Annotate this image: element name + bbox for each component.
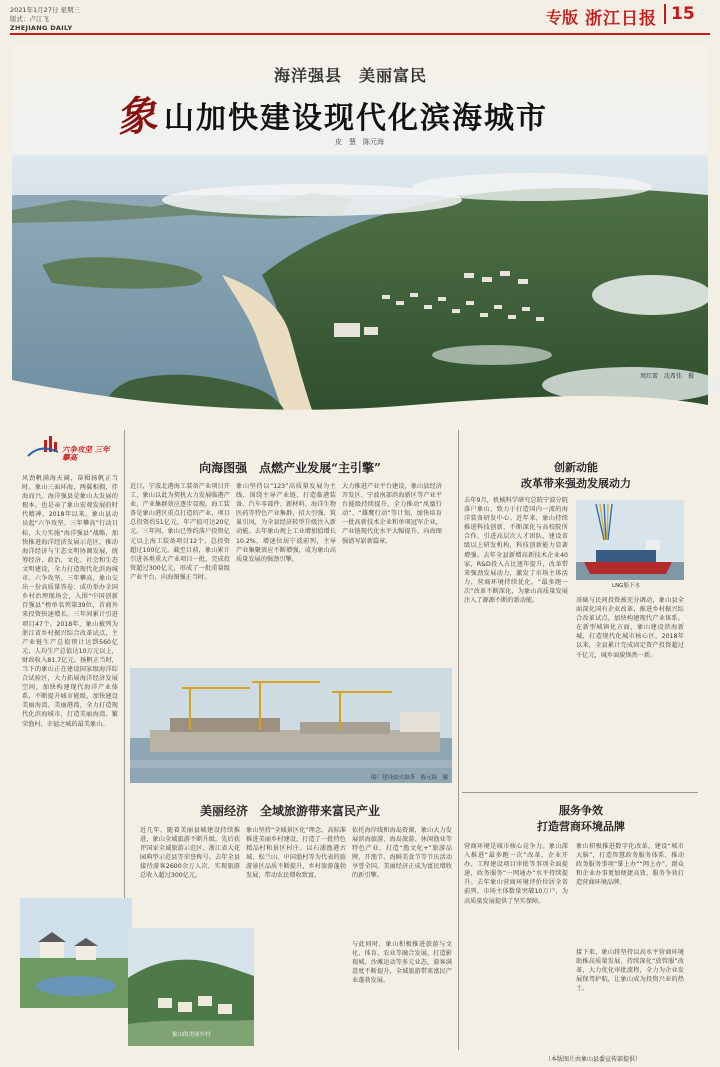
village-illustration-2 (128, 928, 254, 1046)
column-divider-right (458, 430, 459, 1050)
masthead (0, 0, 720, 38)
shipyard-caption: 船厂建设如火如荼 陈元海 摄 (370, 775, 448, 781)
lng-caption: LNG船下水 (612, 583, 640, 589)
page-number: 15 (664, 4, 695, 24)
industry-text-2: 象山坚持以“123”高质量发展为主线，围绕主导产业链，打造临港装备、汽车零部件、新材料、海洋生物医药等特色产业集群，招大引强、筑巢引凤，为全县经济转型升级注入新动能。去年象山规上工业增加值增长10.2%，增速位居宁波前列，主导产业集聚效应不断增强，成为象山高质量发展的强劲引擎。 (236, 483, 336, 563)
innovation-column-1 (464, 496, 568, 786)
section-title-innovation-b: 改革带来强劲发展动力 (521, 477, 631, 490)
byline: 皮 慧 陈元海 (335, 138, 384, 146)
industry-text-3: 大力推进产业平台建设，象山县经济开发区、宁波南部滨海新区等产业平台能级持续提升，全力推动“凤凰行动”、“雄鹰行动”等计划，加快培育一批高新技术企业和单项冠军企业，产业链现代化水平大幅提升，向海图强谱写崭新篇章。 (342, 483, 442, 545)
service-column-2 (576, 842, 684, 946)
tourism-text-3: 依托海岸线和海岛资源，象山大力发展滨海旅游、海岛旅游、休闲渔业等特色产业，打造“渔文化+”旅游品牌，开渔节、海鲜美食节等节庆活动享誉全国，美丽经济正成为富民增收的新引擎。 (352, 827, 452, 880)
service-column-1 (464, 842, 568, 1050)
village-photo-2 (128, 928, 254, 1046)
section-title-service-a: 服务争效 (559, 804, 603, 817)
lng-ship-photo (576, 500, 684, 589)
tourism-column-4 (352, 940, 452, 1046)
village-illustration-1 (20, 898, 132, 1008)
industry-text-1: 近日，宁波北港海工装备产业项目开工，象山以此为契机大力发展临港产业，产业集群效应逐步显现。海工装备是象山港区重点打造的产业，项目总投资约51亿元，年产值可达20亿元。三年间，象山已签约落户投资亿元以上海工装备项目12个，总投资超过100亿元。截至目前，象山累计引进各类重大产业项目一批，完成投资超过300亿元，形成了一批重量级产业平台，向海图强正当时。 (130, 483, 230, 581)
tourism-column-2 (246, 826, 346, 1046)
lng-ship-illustration (576, 500, 684, 580)
issue-date: 2021年1月27日 星期三 (10, 6, 81, 14)
service-text-2: 象山积极推进数字化改革，建设“城市大脑”，打造智慧政务服务体系，推动政务服务事项“掌上办”“网上办”，群众和企业办事更加便捷高效，服务争效打造营商环境品牌。 (576, 843, 684, 887)
service-text-3: 接下来，象山将坚持以高水平营商环境助推高质量发展，持续深化“放管服”改革，大力优化审批流程，全力为企业发展保驾护航，让象山成为投资兴业的热土。 (576, 949, 684, 993)
service-text-1: 营商环境是城市核心竞争力。象山深入推进“最多跑一次”改革，企业开办、工程建设项目审批等事项全面提速，政务服务“一网通办”水平持续提升。去年象山营商环境评价位居全省前列，市场主体数量突破10万户，为高质量发展提供了坚实保障。 (464, 843, 568, 905)
industry-column-2 (236, 482, 336, 660)
coastline-aerial-photo (12, 155, 708, 410)
service-column-3 (576, 948, 684, 1050)
six-contests-logo (24, 432, 114, 460)
image-credit-footer: （本版图片由象山县委宣传部提供） (545, 1056, 642, 1063)
intro-column (22, 474, 118, 899)
column-divider (124, 430, 125, 900)
section-label: 专版 (546, 8, 579, 27)
tourism-text-4: 与此同时，象山积极推进旅游与文化、体育、农业等融合发展，打造影视城、沙滩运动等多元业态，游客满意度不断提升，全域旅游带来富民产业蓬勃发展。 (352, 941, 452, 985)
masthead-rule (10, 33, 710, 35)
intro-text: 风劲帆满海天阔，奋楫扬帆正当时。象山三面环海，两翼相拥，伴海而兴。海洋强县是象山大发展的根本。也是亲了象山宏观发展的时代精神。2018年以来，象山县动员起“六争攻坚、三年攀高”行动目标，大力实施“海洋强县”战略，加快推进海洋经济发展示范区，推动海洋经济与生态文明协调发展，统筹经济、政治、文化、社会和生态文明建设，全力打造现代化滨海城市。六争攻坚、三年攀高，象山交出一份高质量答卷：成功举办全国乡村治理现场会，入围“中国创新百强县”榜单名列第39位，首商外来投资快速增长，三年间累计引进项目47个。2018年，象山被列为浙江省乡村振兴综合改革试点，主产业链生产总值预计达到560亿元，人均生产总值达10万元以上，财政收入81.7亿元。扬帆正当时，当下的象山正在建设国家级海洋综合试验区，大力拓展海洋经济发展空间，加快构建现代海洋产业体系，不断提升城市能级，加快建设美丽海湾、美丽港湾，全力打造现代化滨海城市，打造美丽海湾、繁荣渔村、幸福之城的最美象山。 (22, 475, 118, 728)
edition-editor: 版式：卢江飞 (10, 15, 49, 23)
paper-logo: 浙江日报 (585, 9, 657, 29)
village-caption: 象山的美丽乡村 (172, 1032, 211, 1038)
tourism-column-3 (352, 826, 452, 936)
section-title-industry: 向海图强 点燃产业发展“主引擎” (199, 461, 381, 475)
section-title-service-b: 打造营商环境品牌 (537, 820, 625, 833)
industry-column-3 (342, 482, 442, 660)
innovation-text-2: 基础与民间投资被充分调动，象山县全面深化国有企业改革，推进乡村振兴综合改革试点，加快构建现代产业体系。在新型城镇化方面，象山建设滨海新城，打造现代化城市核心区。2018年以来，全县累计完成固定资产投资超过千亿元，城乡面貌焕然一新。 (576, 597, 684, 659)
logo-text: 六争攻坚 三年攀高 (62, 445, 110, 462)
headline-area (12, 45, 708, 155)
tourism-text-1: 近几年，随着美丽县城建设持续推进，象山全域旅游不断升级，先后获评国家全域旅游示范区、浙江省大花园典型示范县等荣誉称号。去年全县接待游客2600余万人次，实现旅游总收入超过300亿元。 (140, 827, 240, 880)
paper-english-name: ZHEJIANG DAILY (10, 24, 73, 32)
shipyard-illustration (130, 668, 452, 783)
coastline-illustration (12, 155, 708, 410)
innovation-column-2 (576, 596, 684, 786)
village-photo-1 (20, 898, 132, 1008)
headline-lead-character: 象 (113, 90, 160, 143)
section-title-tourism: 美丽经济 全域旅游带来富民产业 (199, 804, 380, 818)
section-divider (462, 792, 698, 793)
logo-emblem-icon (24, 432, 60, 460)
headline-kicker: 海洋强县 美丽富民 (274, 66, 428, 85)
shipyard-photo (130, 668, 452, 783)
industry-column-1 (130, 482, 230, 660)
section-title-innovation-a: 创新动能 (554, 461, 598, 474)
headline-main: 山加快建设现代化滨海城市 (164, 101, 548, 136)
innovation-text-1: 去年9月，机械科学研究总院宁波分院落户象山，致力于打造国内一流的海洋装备研发中心。近年来，象山持续推进科技创新，不断深化与高校院所合作，引进高层次人才团队，建设省级以上研发机构，科技创新能力显著增强。去年全县新增高新技术企业40家，R&D投入占比逐年提升，改革带来强劲发展动力，激发了市场主体活力，营商环境持续优化，“最多跑一次”改革不断深化，为象山高质量发展注入了源源不断的新动能。 (464, 497, 568, 605)
photo-credit: 周红雷 沈希佳 摄 (639, 373, 694, 380)
tourism-text-2: 象山坚持“全域景区化”理念，高标准推进美丽乡村建设，打造了一批特色精品村和景区村庄。以石浦渔港古城、松兰山、中国渔村等为代表的旅游景区品质不断提升，乡村旅游蓬勃发展，带动农民增收致富。 (246, 827, 346, 880)
